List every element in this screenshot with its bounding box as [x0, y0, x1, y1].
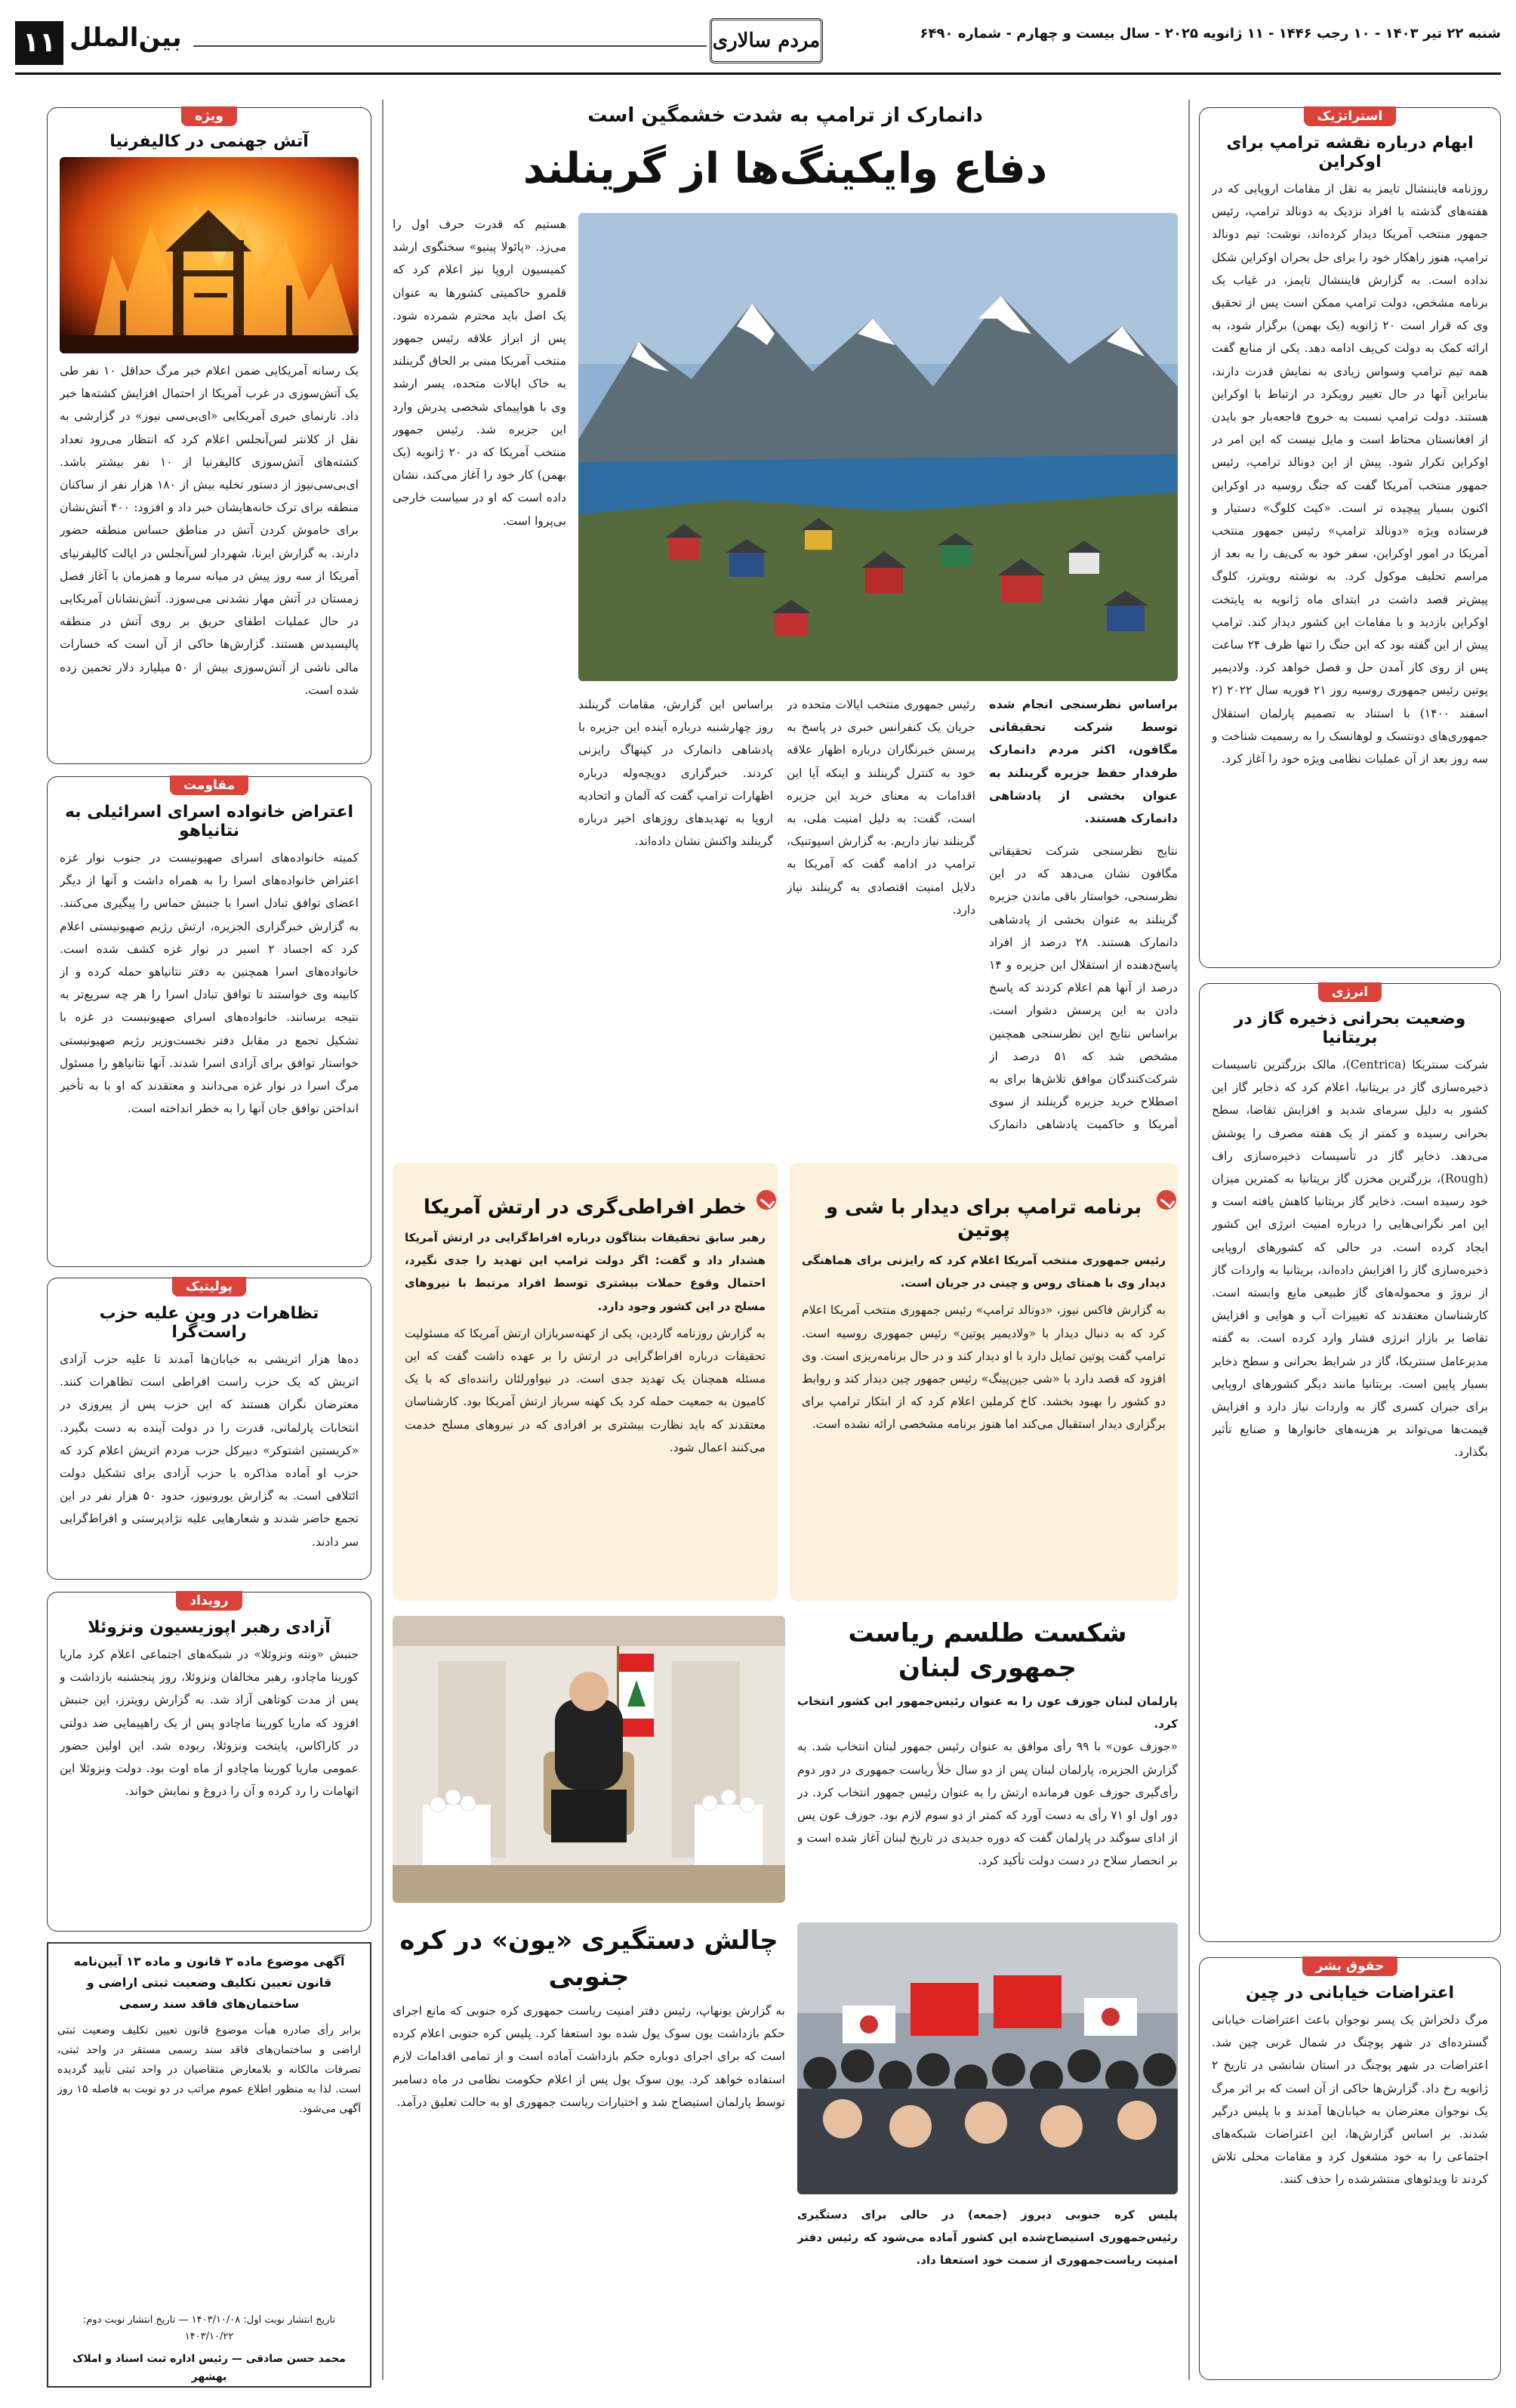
logo-text: مردم سالاری [712, 29, 821, 52]
article-vienna-protest [47, 1278, 371, 1580]
article-title: وضعیت بحرانی ذخیره گاز در بریتانیا [1234, 1010, 1466, 1047]
ad-dates: تاریخ انتشار نوبت اول: ۱۴۰۳/۱۰/۰۸ — تاریخ انتشار نوبت دوم: ۱۴۰۳/۱۰/۲۲ [82, 2314, 336, 2342]
article-venezuela [47, 1592, 371, 1932]
article-title: خطر افراطی‌گری در ارتش آمریکا [424, 1196, 747, 1219]
article-lebanon [393, 1616, 1178, 1910]
article-title: آتش جهنمی در کالیفرنیا [109, 132, 309, 151]
article-title: شکست طلسم ریاست جمهوری لبنان [848, 1618, 1127, 1683]
korea-text [393, 1922, 785, 2368]
masthead [15, 15, 1501, 76]
article-putin-xi [790, 1163, 1178, 1601]
lead-body-left: براساس این گزارش، مقامات گرینلند روز چهارشنبه درباره آینده این جزیره با پادشاهی دانمارک در کپنهاگ رایزنی کردند. خبرگزاری دویچه‌وله درباره اظهارات ترامپ گفت که آلمان و اتحادیه اروپا به تهدیدهای روزهای اخیر درباره گرینلند واکنش نشان داده‌اند. [578, 698, 773, 849]
kicker-resistance: مقاومت [170, 775, 248, 795]
article-body: «جوزف عون» با ۹۹ رأی موافق به عنوان رئیس جمهور لبنان انتخاب شد. به گزارش الجزیره، پارلمان لبنان پس از دو سال خلأ ریاست جمهوری در دور دوم رأی‌گیری جوزف عون فرمانده ارتش را به عنوان رئیس جمهور انتخاب کرد. در دور اول او ۷۱ رأی به دست آورد که کمتر از دو سوم لازم بود. جوزف عون پس از ادای سوگند در پارلمان گفت که دوره جدیدی در تاریخ لبنان آغاز شده است و بر انحصار سلاح در دست دولت تأکید کرد. [797, 1740, 1178, 1868]
kicker-politics: پولیتیک [172, 1277, 246, 1296]
kicker-special: ویژه [181, 106, 237, 126]
ad-body: برابر رأی صادره هیأت موضوع قانون تعیین تکلیف وضعیت ثبتی اراضی و ساختمان‌های فاقد سند رسمی مستقر در واحد ثبتی، تصرفات مالکانه و بلامعارض متقاضیان در واحد ثبتی تأیید گردیده است. لذا به منظور اطلاع عموم مراتب در دو نوبت به فاصله ۱۵ روز آگهی می‌شود. [57, 2024, 361, 2115]
newspaper-logo [710, 18, 823, 63]
article-body: روزنامه فایننشال تایمز به نقل از مقامات اروپایی که در هفته‌های گذشته با افراد نزدیک به دونالد ترامپ، رئیس جمهور منتخب آمریکا دیدار کرده‌اند، نوشت: تیم دونالد ترامپ، هنوز راهکار خود را برای حل بحران اوکراین شکل نداده است. به گزارش فایننشال تایمز، در غیاب یک برنامه مشخص، دولت ترامپ ممکن است پس از تحقیق وی که قرار است ۲۰ ژانویه (یک بهمن) برگزار شود، به ارائه کمک به دولت کی‌یف ادامه دهد. یکی از منابع گفت همه تیم ترامپ وسواس زیادی به نمایش قدرت دارند، بنابراین آنها در حال تغییر رویکرد در ارتباط با اوکراین هستند. دولت ترامپ نسبت به خروج فاجعه‌بار جو بایدن از افغانستان محتاط است و مایل نیست که این امر در اوکراین تکرار شود. پیش از این دونالد ترامپ، رئیس جمهور منتخب آمریکا گفت که جنگ روسیه در اوکراین اکنون بسیار پیچیده تر است. «کیث کلوگ» دستیار و فرستاده ویژه «دونالد ترامپ» رئیس جمهور منتخب آمریکا در امور اوکراین، سفر خود به کی‌یف را به بعد از مراسم تحلیف موکول کرد. به نوشته رویترز، کلوگ پیش‌تر قصد داشت در ابتدای ماه ژانویه به پایتخت اوکراین بازدید و با مقامات این کشور دیدار کند. ترامپ پیش از این گفته بود که این جنگ را تنها ظرف ۲۴ ساعت پس از روی کار آمدن حل و فصل خواهد کرد. ولادیمیر پوتین رئیس جمهوری روسیه روز ۲۱ فوریه سال ۲۰۲۲ (۲ اسفند ۱۴۰۰) با استناد به تصمیم پارلمان استقلال جمهوری‌های دونتسک و لوهانسک را به رسمیت شناخت و سه روز بعد از آن عملیات نظامی ویژه خود را آغاز کرد. [1212, 182, 1488, 766]
left-column [47, 100, 371, 2388]
article-israel-hostages [47, 776, 371, 1267]
ad-title: آگهی موضوع ماده ۳ قانون و ماده ۱۳ آیین‌نامه قانون تعیین تکلیف وضعیت ثبتی اراضی و ساختمان‌های فاقد سند رسمی [73, 1954, 345, 2011]
article-china-protests [1199, 1957, 1501, 2380]
lead-body-far-left: هستیم که قدرت حرف اول را می‌زد. «پائولا پینیو» سخنگوی ارشد کمیسیون اروپا نیز اعلام کرد که قلمرو حاکمیتی کشورها به عنوان یک اصل باید محترم شمرده شود. پس از ابراز علاقه رئیس جمهور منتخب آمریکا مبنی بر الحاق گرینلند به خاک ایالات متحده، پسر ارشد وی با هواپیمای شخصی پدرش وارد این جزیره شد. رئیس جمهور منتخب آمریکا که در ۲۰ ژانویه (یک بهمن) کار خود را آغاز می‌کند، نشان داده است که او در سیاست خارجی بی‌پروا است. [393, 217, 566, 528]
greenland-landscape [578, 213, 1178, 681]
article-army-extremism [393, 1163, 778, 1601]
article-title: اعتراض خانواده اسرای اسرائیلی به نتانیاهو [64, 803, 354, 840]
lead-body-mid: رئیس جمهوری منتخب ایالات متحده در جریان یک کنفرانس خبری در پاسخ به پرسش خبرنگاران درباره اظهار علاقه خود به کنترل گرینلند و اینکه آیا این اقدامات به معنای خرید این جزیره است، گفت: به دلیل امنیت ملی، به گرینلند نیاز داریم. به گزارش اسپوتنیک، ترامپ در ادامه گفت که آمریکا به دلایل امنیت اقتصادی به گرینلند نیاز دارد. [787, 698, 975, 917]
page-number: ۱۱ [15, 21, 63, 65]
article-title: اعتراضات خیابانی در چین [1245, 1984, 1455, 2003]
kicker-event: رویداد [176, 1591, 242, 1611]
article-lede: رئیس جمهوری منتخب آمریکا اعلام کرد که رایزنی برای هماهنگی دیدار وی با همتای روس و چینی در جریان است. [802, 1253, 1166, 1290]
page-name: بین‌الملل [69, 23, 182, 53]
korea-photo [797, 1922, 1178, 2194]
legal-ad [47, 1942, 371, 2388]
kicker-human-rights: حقوق بشر [1302, 1956, 1398, 1976]
masthead-rule-left [193, 45, 707, 47]
lebanon-text [797, 1616, 1178, 1903]
article-title: تظاهرات در وین علیه حزب راست‌گرا [99, 1304, 319, 1342]
article-california-fire [47, 107, 371, 764]
article-body: ده‌ها هزار اتریشی به خیابان‌ها آمدند تا علیه حزب آزادی اتریش که یک حزب راست افراطی است تظاهرات کنند. معترضان نگران هستند که این حزب پس از پیروزی در انتخابات پارلمانی، قدرت را در دولت آینده به دست بگیرد. «کریستین اشتوکر» دبیرکل حزب مردم اتریش اعلام کرد که حزب او آماده مذاکره با حزب آزادی برای تشکیل دولت ائتلافی است. به گزارش یورونیوز، حدود ۵۰ هزار نفر در این تجمع حاضر شدند و شعارهایی علیه نژادپرستی و افراط‌گرایی سر دادند. [60, 1352, 359, 1549]
article-body: مرگ دلخراش یک پسر نوجوان باعث اعتراضات خیابانی گسترده‌ای در شهر پوچنگ در شمال غربی چین شد. اعتراضات در شهر پوچنگ در استان شانشی در تاریخ ۲ ژانویه رخ داد. گزارش‌ها حاکی از آن است که بر اثر مرگ یک نوجوان معترضان به خیابان‌ها آمدند و با پلیس درگیر شدند. بر اساس گزارش‌ها، این اعتراضات شبکه‌های اجتماعی را به خود مشغول کرد و مقامات محلی تلاش کردند تا ویدئوهای منتشرشده را حذف کنند. [1212, 2013, 1488, 2187]
bullet-icon [1157, 1190, 1176, 1210]
article-korea [393, 1922, 1178, 2376]
article-title: برنامه ترامپ برای دیدار با شی و پوتین [825, 1196, 1142, 1241]
article-title: ابهام درباره نقشه ترامپ برای اوکراین [1226, 134, 1474, 171]
article-body: به گزارش فاکس نیوز، «دونالد ترامپ» رئیس جمهوری منتخب آمریکا اعلام کرد که به دنبال دیدار با «ولادیمیر پوتین» رئیس جمهوری روسیه است. ترامپ گفت پوتین تمایل دارد با او دیدار کند و در حال برنامه‌ریزی است. وی افزود که قصد دارد با «شی جین‌پینگ» رئیس جمهور چین دیدار کند و روابط دو کشور را بهبود بخشد. کاخ کرملین اعلام کرد که از ابتکار ترامپ برای برگزاری دیدار استقبال می‌کند اما هنوز برنامه مشخصی ارائه نشده است. [802, 1303, 1166, 1432]
article-body: شرکت سنتریکا (Centrica)، مالک بزرگترین تاسیسات ذخیره‌سازی گاز در بریتانیا، اعلام کرد که ذخایر گاز این کشور به دلیل سرمای شدید و افزایش تقاضا، سطح بحرانی رسیده و کمتر از یک هفته مصرف را پوشش می‌دهد. ذخایر گاز در تأسیسات ذخیره‌سازی راف (Rough)، بزرگترین مخزن گاز بریتانیا به کمترین میزان خود رسیده است. ذخایر گاز بریتانیا کاهش یافته است و این امر نگرانی‌هایی را درباره امنیت انرژی این کشور ایجاد کرده است. در حالی که کشورهای اروپایی ذخیره‌سازی گاز را افزایش داده‌اند، بریتانیا به واردات گاز از نروژ و محموله‌های گاز طبیعی مایع وابسته است. کارشناسان معتقدند که تغییرات آب و هوایی و افزایش تقاضا بر بازار انرژی فشار وارد کرده است. به گفته مدیرعامل سنتریکا، گاز در شرایط بحرانی و سطح ذخایر بسیار پایین است. بریتانیا مانند دیگر کشورهای اروپایی برای جبران کسری گاز به واردات نیاز دارد و افزایش قیمت‌ها می‌تواند بر هزینه‌های خانوارها و صنایع تأثیر بگذارد. [1212, 1058, 1488, 1460]
fire-illustration [60, 157, 359, 353]
lebanon-photo [393, 1616, 785, 1903]
article-body: به گزارش یونهاپ، رئیس دفتر امنیت ریاست جمهوری کره جنوبی که مانع اجرای حکم بازداشت یون سوک یول شده بود استعفا کرد. پلیس کره جنوبی اعلام کرده است که برای اجرای دوباره حکم بازداشت آماده است و از تمامی اقدامات لازم استفاده خواهد کرد. یون سوک یول پس از اعلام حکومت نظامی در ماه دسامبر توسط پارلمان استیضاح شد و اختیارات ریاست جمهوری او به حالت تعلیق درآمد. [393, 2004, 785, 2109]
bullet-icon [756, 1190, 776, 1210]
right-column [1199, 100, 1501, 2388]
article-lede: پارلمان لبنان جوزف عون را به عنوان رئیس‌جمهور این کشور انتخاب کرد. [797, 1694, 1178, 1731]
fire-photo [60, 157, 359, 353]
korea-protest-illustration [797, 1922, 1178, 2194]
lead-lede: براساس نظرسنجی انجام شده توسط شرکت تحقیقاتی مگافون، اکثر مردم دانمارک طرفدار حفظ جزیره گرینلند به عنوان بخشی از پادشاهی دانمارک هستند. [989, 697, 1178, 826]
kicker-strategic: استراتژیک [1304, 106, 1397, 126]
greenland-photo [578, 213, 1178, 681]
column-divider [1188, 100, 1190, 2380]
article-body: به گزارش روزنامه گاردین، یکی از کهنه‌سربازان ارتش آمریکا که مسئولیت تحقیقات درباره افراط‌گرایی در ارتش را بر عهده داشت گفت که این مسئله همچنان یک تهدید جدی است. در نیواورلئان راننده‌ای که با یک کامیون به جمعیت حمله کرد یک کهنه سرباز ارتش آمریکا بود. کارشناسان معتقدند که باید نظارت بیشتری بر افرادی که در نیروهای مسلح خدمت می‌کنند اعمال شود. [405, 1326, 766, 1454]
article-title: چالش دستگیری «یون» در کره جنوبی [399, 1925, 778, 1992]
article-title: آزادی رهبر اپوزیسیون ونزوئلا [88, 1618, 331, 1637]
ad-signature: محمد حسن صادقی — رئیس اداره ثبت اسناد و املاک بهشهر [72, 2353, 346, 2383]
masthead-rule [15, 72, 1501, 75]
lead-headline: دفاع وایکینگ‌ها از گرینلند [522, 144, 1048, 193]
korea-lede: پلیس کره جنوبی دیروز (جمعه) در حالی برای دستگیری رئیس‌جمهوری استیضاح‌شده این کشور آماده می‌شود که رئیس دفتر امنیت ریاست‌جمهوری از سمت خود استعفا داد. [797, 2208, 1178, 2268]
lead-body-right: نتایج نظرسنجی شرکت تحقیقاتی مگافون نشان می‌دهد که در این نظرسنجی، خواستار باقی ماندن جزیره گرینلند به عنوان بخشی از پادشاهی دانمارک هستند. ۲۸ درصد از افراد پاسخ‌دهنده از استقلال این جزیره و ۱۴ درصد از آنها هم اعلام کردند که پاسخ دادن به این پرسش دشوار است. براساس نتایج این نظرسنجی همچنین مشخص شد که ۵۱ درصد از شرکت‌کنندگان موافق تلاش‌ها برای به اصطلاح خرید جزیره گرینلند از سوی آمریکا و حاکمیت پادشاهی دانمارک [989, 844, 1178, 1132]
article-lede: رهبر سابق تحقیقات بنتاگون درباره افراط‌گرایی در ارتش آمریکا هشدار داد و گفت: اگر دولت ترامپ این تهدید را جدی نگیرد، احتمال وقوع حملات بیشتری توسط افراد مرتبط با نیروهای مسلح در این کشور وجود دارد. [405, 1231, 766, 1313]
article-body: جنبش «ونته ونزوئلا» در شبکه‌های اجتماعی اعلام کرد ماریا کورینا ماچادو، رهبر مخالفان ونزوئلا، روز پنجشنبه بازداشت و پس از مدت کوتاهی آزاد شد. به گزارش رویترز، این جنبش افزود که ماریا کورینا ماچادو پس از یک راهپیمایی ضد دولتی در کاراکاس، پایتخت ونزوئلا، ربوده شد. این اولین حضور عمومی ماریا کورینا ماچادو از ماه اوت بود. دولت ونزوئلا این اتهامات را رد کرده و آن را دروغ و نمایش خواند. [60, 1648, 359, 1799]
lebanon-illustration [393, 1616, 785, 1903]
column-divider [382, 100, 384, 2380]
date-line: شنبه ۲۲ تیر ۱۴۰۳ - ۱۰ رجب ۱۴۴۶ - ۱۱ ژانویه ۲۰۲۵ - سال بیست و چهارم - شماره ۶۴۹۰ [920, 26, 1501, 42]
article-body: کمیته خانواده‌های اسرای صهیونیست در جنوب نوار غزه اعتراض خانواده‌های اسرا را به همراه داشت و آنها از دیگر اعضای توافق تبادل اسرا با جنبش حماس را پیگیری می‌کنند. به گزارش خبرگزاری الجزیره، ارتش رژیم صهیونیستی اعلام کرد که اجساد ۲ اسیر در نوار غزه کشف شده است. خانواده‌های اسرا همچنین به دفتر نتانیاهو حمله کرده و از کابینه وی خواستند تا توافق تبادل اسرا را هر چه سریع‌تر به نتیجه برسانند. خانواده‌های اسرای صهیونیست در غزه با تشکیل تجمع در مقابل دفتر نخست‌وزیر رژیم صهیونیستی خواستار توافق برای آزادی اسرا شدند. آنها نتانیاهو را مسئول مرگ اسرا در نوار غزه می‌دانند و معتقدند که او با به تأخیر انداختن توافق جان آنها را به خطر انداخته است. [60, 851, 359, 1116]
article-uk-gas [1199, 983, 1501, 1942]
kicker-energy: انرژی [1318, 982, 1382, 1002]
lead-story [393, 100, 1178, 1149]
article-ukraine [1199, 107, 1501, 968]
lead-subhead: دانمارک از ترامپ به شدت خشمگین است [587, 104, 983, 127]
article-body: یک رسانه آمریکایی ضمن اعلام خبر مرگ حداقل ۱۰ نفر طی یک آتش‌سوزی در غرب آمریکا از احتمال افزایش کشته‌ها خبر داد. تارنمای خبری آمریکایی «ای‌بی‌سی نیوز» در گزارشی به نقل از کلانتر لس‌آنجلس اعلام کرد که انتظار می‌رود تعداد کشته‌های آتش‌سوزی کالیفرنیا از ۱۰ نفر بیشتر باشد. ای‌بی‌سی‌نیوز از دستور تخلیه بیش از ۱۸۰ هزار نفر از ساکنان منطقه برای ترک خانه‌هایشان خبر داد و افزود: ۴۰۰ آتش‌نشان برای خاموش کردن آتش در مناطق حساس منطقه حضور دارند. به گزارش ایرنا، شهردار لس‌آنجلس در ایالت کالیفرنیای آمریکا از سه روز پیش در میانه سرما و همزمان با آغاز فصل زمستان در آتش مهار نشدنی می‌سوزد. آتش‌نشانان آمریکایی در حال عملیات اطفای حریق بر روی آتش در منطقه پالیسیدس هستند. گزارش‌ها حاکی از آن است که خسارات مالی ناشی از آتش‌سوزی بیش از ۵۰ میلیارد دلار تخمین زده شده است. [60, 364, 359, 697]
